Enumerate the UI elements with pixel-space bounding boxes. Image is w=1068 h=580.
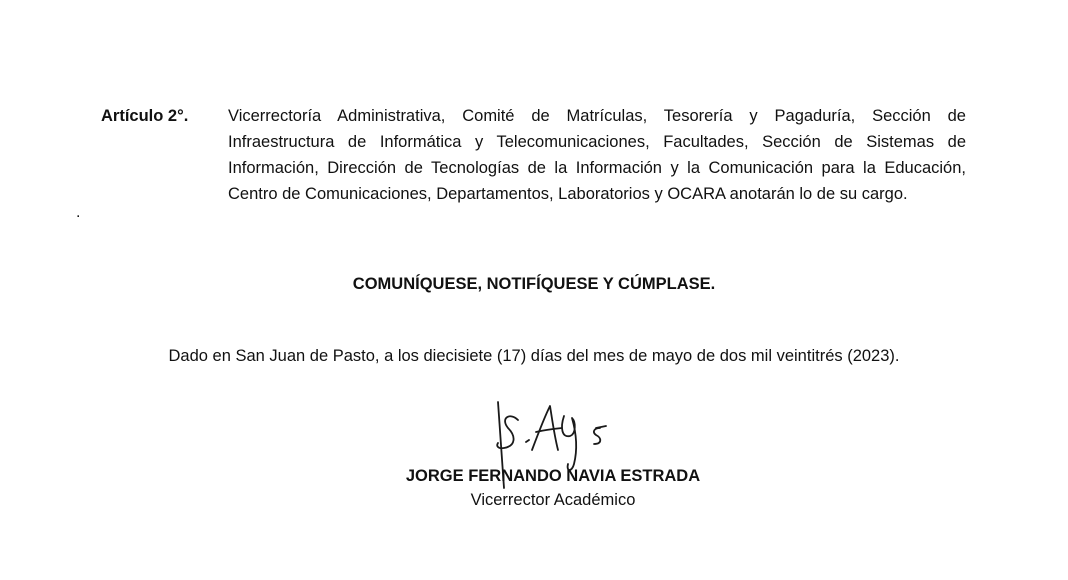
stray-mark: . [76,204,81,221]
article-body: Vicerrectoría Administrativa, Comité de Matrículas, Tesorería y Pagaduría, Sección de Infraestructura de Informática y Telecomunicaciones, Facultades, Sección de Sistemas de Información, Dirección de Tecnologías de la Información y la Comunicación para la Educación, Centro de Comunicaciones, Departamentos, Laboratorios y OCARA anotarán lo de su cargo. [228,107,966,203]
dated-line: Dado en San Juan de Pasto, a los diecisiete (17) días del mes de mayo de dos mil veintitrés (2023). [168,347,900,365]
signer-title: Vicerrector Académico [470,491,636,509]
closing-statement: COMUNÍQUESE, NOTIFÍQUESE Y CÚMPLASE. [352,275,716,293]
signer-name: JORGE FERNANDO NAVIA ESTRADA [405,467,701,485]
article-label: Artículo 2°. [101,107,189,125]
